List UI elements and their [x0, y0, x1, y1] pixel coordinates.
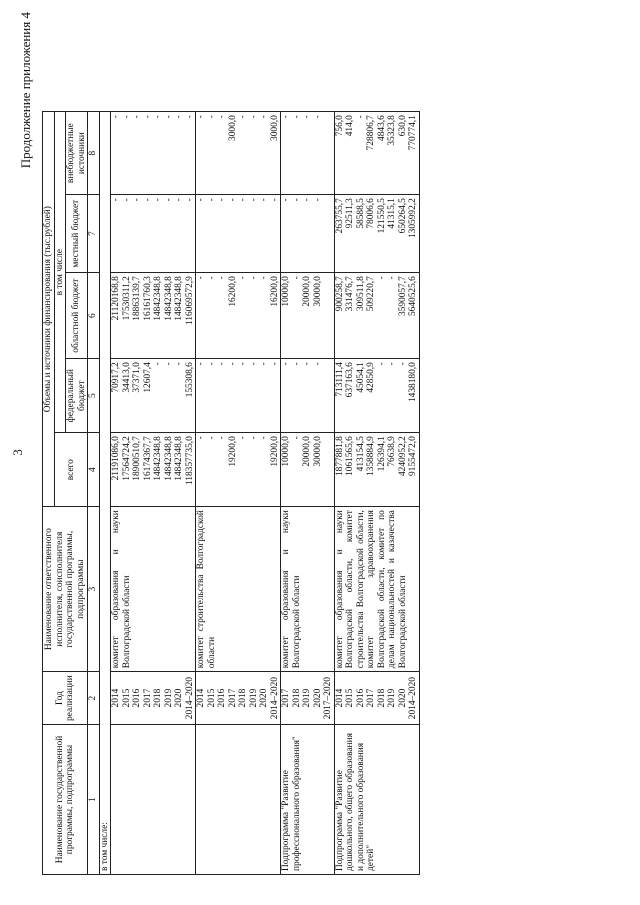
total-value: 14842348,8 — [163, 436, 174, 481]
year-value: 2019 — [248, 688, 259, 708]
federal-values-cell — [281, 359, 335, 433]
external-value: - — [248, 115, 259, 119]
local-value: - — [259, 198, 270, 202]
external-value: - — [302, 115, 313, 119]
total-value: 14842348,8 — [174, 436, 185, 481]
header-regional: областной бюджет — [66, 273, 88, 359]
program-block-row — [111, 112, 196, 875]
total-values-cell — [196, 433, 281, 507]
federal-value: 12607,4 — [142, 362, 153, 393]
external-value: - — [121, 115, 132, 119]
regional-value: - — [206, 276, 217, 280]
program-block-row — [281, 112, 335, 875]
regional-value: 5640525,6 — [408, 276, 419, 317]
external-value: - — [153, 115, 164, 119]
local-value: - — [269, 198, 280, 202]
regional-value: 14842348,8 — [153, 276, 164, 321]
local-value: - — [302, 198, 313, 202]
total-values-cell — [111, 433, 196, 507]
federal-value: - — [397, 362, 408, 366]
year-value: 2017 — [281, 688, 292, 708]
intro-label: в том числе: — [99, 112, 111, 875]
regional-value: - — [376, 276, 387, 280]
federal-value: - — [227, 362, 238, 366]
federal-value: 1438180,0 — [408, 362, 419, 403]
year-value: 2015 — [345, 688, 356, 708]
regional-value: 30000,0 — [312, 276, 323, 307]
external-value: - — [217, 115, 228, 119]
external-value: - — [281, 115, 292, 119]
federal-value: - — [174, 362, 185, 366]
regional-value: 16200,0 — [227, 276, 238, 307]
external-value: 414,0 — [345, 115, 356, 137]
regional-values-cell — [111, 273, 196, 359]
year-value: 2020 — [259, 688, 270, 708]
regional-value: 10000,0 — [281, 276, 292, 307]
local-values-cell — [281, 195, 335, 273]
years-cell — [281, 672, 335, 725]
local-value: 650264,5 — [397, 198, 408, 234]
external-values-cell — [334, 112, 419, 195]
total-value: 17564724,2 — [121, 436, 132, 481]
responsible-executor: комитет образования и науки Волгоградской области — [281, 507, 335, 672]
federal-value: - — [291, 362, 302, 366]
regional-value: - — [248, 276, 259, 280]
col-num: 8 — [88, 112, 100, 195]
total-value: 20000,0 — [302, 436, 313, 467]
col-num: 2 — [88, 672, 100, 725]
header-year: Год реализации — [43, 672, 88, 725]
total-value: 1061565,6 — [345, 436, 356, 477]
total-value: - — [238, 436, 249, 440]
local-value: 263755,7 — [334, 198, 345, 234]
external-value: 35323,8 — [387, 115, 398, 146]
total-value: - — [206, 436, 217, 440]
regional-value: 14842348,8 — [174, 276, 185, 321]
regional-value: 16200,0 — [269, 276, 280, 307]
external-value: - — [184, 115, 195, 119]
year-value: 2015 — [206, 688, 217, 708]
total-value: 4240952,2 — [397, 436, 408, 477]
program-name — [111, 725, 196, 875]
local-value: - — [227, 198, 238, 202]
total-value: 16174367,7 — [142, 436, 153, 481]
federal-value: - — [376, 362, 387, 366]
header-total: всего — [54, 433, 88, 507]
regional-value: 116069572,9 — [184, 276, 195, 326]
federal-value: 42850,9 — [366, 362, 377, 393]
regional-value: 18863139,7 — [132, 276, 143, 321]
regional-value: 14842348,8 — [163, 276, 174, 321]
regional-value — [323, 276, 334, 355]
year-value: 2017 — [227, 688, 238, 708]
local-value: - — [163, 198, 174, 202]
total-value: 18900510,7 — [132, 436, 143, 481]
regional-value: - — [259, 276, 270, 280]
local-values-cell — [334, 195, 419, 273]
federal-value — [323, 362, 334, 429]
external-value: 4843,6 — [376, 115, 387, 141]
responsible-executor: комитет строительства Волгоградской области — [196, 507, 281, 672]
page-number: 3 — [10, 449, 25, 456]
external-value: - — [312, 115, 323, 119]
external-value: - — [111, 115, 122, 119]
total-value: - — [248, 436, 259, 440]
year-value: 2014 — [196, 688, 207, 708]
local-value: - — [153, 198, 164, 202]
total-values-cell — [334, 433, 419, 507]
external-value: - — [291, 115, 302, 119]
external-value — [323, 115, 334, 191]
federal-value: - — [387, 362, 398, 366]
header-volumes: Объемы и источники финансирования (тыс.рублей) — [43, 112, 55, 507]
year-value: 2020 — [397, 688, 408, 708]
external-values-cell — [196, 112, 281, 195]
federal-value: - — [238, 362, 249, 366]
regional-value: 16161760,3 — [142, 276, 153, 321]
header-local: местный бюджет — [66, 195, 88, 273]
continuation-title: Продолжение приложения 4 — [18, 12, 33, 169]
local-value: - — [132, 198, 143, 202]
federal-value: - — [259, 362, 270, 366]
external-value: - — [163, 115, 174, 119]
total-value: 14842348,8 — [153, 436, 164, 481]
regional-value: 17530311,2 — [121, 276, 132, 321]
year-value: 2020 — [312, 688, 323, 708]
year-value: 2017 — [142, 688, 153, 708]
year-value: 2016 — [355, 688, 366, 708]
regional-value: 3590057,7 — [397, 276, 408, 317]
federal-value: - — [206, 362, 217, 366]
year-value: 2014 — [334, 688, 345, 708]
federal-value: 155308,6 — [184, 362, 195, 398]
federal-value: - — [269, 362, 280, 366]
local-value: - — [184, 198, 195, 202]
federal-value: - — [248, 362, 259, 366]
regional-value: - — [217, 276, 228, 280]
local-value: - — [217, 198, 228, 202]
federal-value: 37371,0 — [132, 362, 143, 393]
regional-value: - — [291, 276, 302, 280]
regional-value: 20000,0 — [302, 276, 313, 307]
local-value: - — [174, 198, 185, 202]
external-value: 728806,7 — [366, 115, 377, 151]
local-value: 1305992,2 — [408, 198, 419, 239]
header-external: внебюджетные источники — [66, 112, 88, 195]
year-value: 2019 — [163, 688, 174, 708]
external-value: 3000,0 — [227, 115, 238, 141]
total-value: 10000,0 — [281, 436, 292, 467]
external-value: - — [174, 115, 185, 119]
col-num: 3 — [88, 507, 100, 672]
federal-value: - — [312, 362, 323, 366]
local-values-cell — [196, 195, 281, 273]
total-value: - — [217, 436, 228, 440]
federal-value: - — [153, 362, 164, 366]
external-value: - — [355, 115, 366, 119]
external-value: 630,0 — [397, 115, 408, 137]
total-value: 1358884,9 — [366, 436, 377, 477]
federal-value: 713111,4 — [334, 362, 345, 397]
program-name — [196, 725, 281, 875]
column-number-row — [88, 112, 100, 875]
year-value: 2018 — [376, 688, 387, 708]
header-name: Наименование государственной программы, подпрограммы — [43, 725, 88, 875]
year-value: 2014 — [111, 688, 122, 708]
year-value: 2017 — [366, 688, 377, 708]
year-value: 2018 — [153, 688, 164, 708]
external-value: 770774,1 — [408, 115, 419, 151]
header-federal: федеральный бюджет — [66, 359, 88, 433]
year-value: 2020 — [174, 688, 185, 708]
local-value: - — [196, 198, 207, 202]
total-value: 118357735,0 — [184, 436, 195, 486]
intro-row — [99, 112, 111, 875]
external-value: - — [142, 115, 153, 119]
total-value: 126394,1 — [376, 436, 387, 472]
external-values-cell — [281, 112, 335, 195]
regional-value: 331476,7 — [345, 276, 356, 312]
responsible-executor: комитет образования и науки Волгоградской области, комитет строительства Волгоградской области, комитет здравоохранения Волгоградской области, комитет по делам национальностей и казачества Волгоградской области — [334, 507, 419, 672]
regional-value: 509220,7 — [366, 276, 377, 312]
years-cell — [196, 672, 281, 725]
local-value: 92511,3 — [345, 198, 356, 229]
federal-value: - — [281, 362, 292, 366]
local-value: - — [238, 198, 249, 202]
regional-value: - — [196, 276, 207, 280]
federal-value: - — [217, 362, 228, 366]
external-value: 3000,0 — [269, 115, 280, 141]
local-value: - — [111, 198, 122, 202]
local-value: 58588,5 — [355, 198, 366, 229]
total-value: 30000,0 — [312, 436, 323, 467]
external-value: - — [132, 115, 143, 119]
year-value: 2014–2020 — [184, 677, 195, 720]
local-value: - — [281, 198, 292, 202]
federal-value: 70917,2 — [111, 362, 122, 393]
col-num: 5 — [88, 359, 100, 433]
program-name: Подпрограмма "Развитие дошкольного, общего образования и дополнительного образования детей" — [334, 725, 419, 875]
financing-table — [42, 111, 420, 875]
local-values-cell — [111, 195, 196, 273]
local-value: - — [142, 198, 153, 202]
total-value: - — [196, 436, 207, 440]
header-including: в том числе — [54, 112, 66, 433]
total-value — [323, 436, 334, 503]
federal-value: - — [302, 362, 313, 366]
total-value: 1877881,8 — [334, 436, 345, 477]
col-num: 6 — [88, 273, 100, 359]
regional-value: 21120168,8 — [111, 276, 122, 321]
external-value: - — [206, 115, 217, 119]
external-value: - — [259, 115, 270, 119]
year-value: 2018 — [291, 688, 302, 708]
total-value: 19200,0 — [269, 436, 280, 467]
total-value: 19200,0 — [227, 436, 238, 467]
external-value: - — [196, 115, 207, 119]
program-name: Подпрограмма "Развитие профессионального образования" — [281, 725, 335, 875]
years-cell — [334, 672, 419, 725]
local-value — [323, 198, 334, 269]
col-num: 4 — [88, 433, 100, 507]
regional-values-cell — [281, 273, 335, 359]
years-cell — [111, 672, 196, 725]
federal-value: 34413,0 — [121, 362, 132, 393]
regional-value: - — [238, 276, 249, 280]
local-value: - — [121, 198, 132, 202]
regional-values-cell — [196, 273, 281, 359]
col-num: 1 — [88, 725, 100, 875]
responsible-executor: комитет образования и науки Волгоградской области — [111, 507, 196, 672]
local-value: - — [206, 198, 217, 202]
total-value: - — [259, 436, 270, 440]
year-value: 2016 — [217, 688, 228, 708]
year-value: 2017–2020 — [323, 677, 334, 720]
federal-values-cell — [196, 359, 281, 433]
local-value: 41315,1 — [387, 198, 398, 229]
program-block-row — [334, 112, 419, 875]
year-value: 2014–2020 — [408, 677, 419, 720]
local-value: 78006,6 — [366, 198, 377, 229]
year-value: 2019 — [387, 688, 398, 708]
regional-values-cell — [334, 273, 419, 359]
federal-values-cell — [111, 359, 196, 433]
year-value: 2015 — [121, 688, 132, 708]
regional-value: 309511,8 — [355, 276, 366, 311]
federal-value: 45054,1 — [355, 362, 366, 393]
year-value: 2018 — [238, 688, 249, 708]
external-values-cell — [111, 112, 196, 195]
federal-value: 637163,6 — [345, 362, 356, 398]
header-responsible: Наименование ответственного исполнителя, соисполнителя государственной программы, подпрограммы — [43, 507, 88, 672]
federal-value: - — [163, 362, 174, 366]
total-value: - — [291, 436, 302, 440]
external-value: - — [238, 115, 249, 119]
federal-value: - — [196, 362, 207, 366]
col-num: 7 — [88, 195, 100, 273]
total-value: 21191086,0 — [111, 436, 122, 481]
regional-value: 900258,7 — [334, 276, 345, 312]
total-value: 413154,5 — [355, 436, 366, 472]
local-value: 121550,5 — [376, 198, 387, 234]
external-value: 756,0 — [334, 115, 345, 137]
local-value: - — [312, 198, 323, 202]
year-value: 2019 — [302, 688, 313, 708]
total-value: 9155472,0 — [408, 436, 419, 477]
local-value: - — [248, 198, 259, 202]
local-value: - — [291, 198, 302, 202]
year-value: 2016 — [132, 688, 143, 708]
total-values-cell — [281, 433, 335, 507]
program-block-row — [196, 112, 281, 875]
total-value: 76638,9 — [387, 436, 398, 467]
year-value: 2014–2020 — [269, 677, 280, 720]
regional-value: - — [387, 276, 398, 280]
federal-values-cell — [334, 359, 419, 433]
